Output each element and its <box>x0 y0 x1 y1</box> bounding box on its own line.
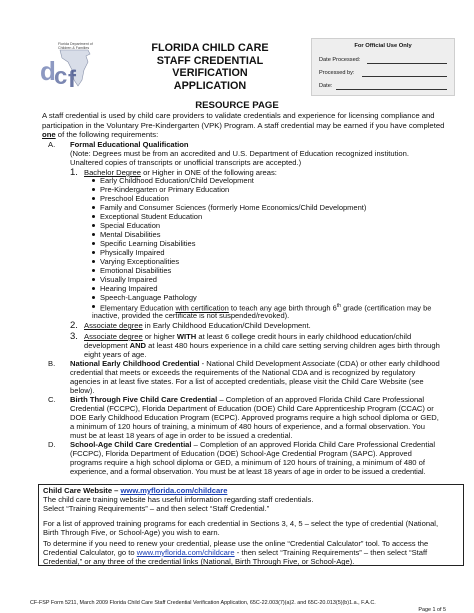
item-number: 2. <box>70 320 78 331</box>
section-c-line: DOE Early Childhood Education Program (ECPC). Approved programs require a high school diploma or GED, <box>70 413 439 422</box>
section-b-line <box>70 359 470 368</box>
official-use-heading: For Official Use Only <box>354 43 412 49</box>
svg-text:d: d <box>40 56 56 86</box>
footer-form-id: CF-FSP Form 5211, March 2009 Florida Child Care Staff Credential Verification Application, 65C-22.003(7)(a)2. and 65C-20.013(5)(b)1.a., F.A.C. <box>30 600 376 606</box>
section-d-line: experience, and a formal observation. You must be at least 18 years of age in order to be issued a credential. <box>70 467 426 476</box>
item-number: 3. <box>70 331 78 342</box>
title-line: VERIFICATION <box>172 67 248 80</box>
box-line: Select “Training Requirements” – and then select “Staff Credential.” <box>43 504 270 513</box>
associate-degree: Associate degree <box>84 332 143 341</box>
bullet-icon <box>92 233 95 236</box>
official-use-box <box>311 38 455 96</box>
with-certification: with certification <box>175 303 229 313</box>
item-3-text-c: development <box>84 341 130 350</box>
associate-degree: Associate degree <box>84 321 143 330</box>
bullet-text: to teach any age birth through 6 <box>228 303 337 313</box>
section-b-text: - National Child Development Associate (CDA) or other early childhood <box>199 359 440 368</box>
box-text: - then select “Training Requirements” – then select “Staff <box>234 548 428 557</box>
section-b-line: agencies in at least five states. For a list of accepted credentials, please visit the Child Care Website (see <box>70 377 424 386</box>
bullet-text: Exceptional Student Education <box>100 212 203 221</box>
section-d-heading: School-Age Child Care Credential <box>70 440 192 449</box>
bullet-icon <box>92 242 95 245</box>
bullet-icon <box>92 260 95 263</box>
intro-text: A staff credential is used by child care providers to validate credentials and experience for licensing compliance and participation in the Voluntary Pre-Kindergarten (VPK) Program. A staff credential may be earned if you have completed <box>42 111 445 130</box>
child-care-website-box <box>38 484 464 566</box>
intro-paragraph <box>42 111 460 140</box>
section-b-line: below). <box>70 386 95 395</box>
bullet-icon <box>92 224 95 227</box>
bullet-icon <box>92 188 95 191</box>
date-field[interactable] <box>336 88 447 90</box>
section-b-line: credential that meets or exceeds the requirements of the National CDA and is recognized by regulatory <box>70 368 416 377</box>
bullet-icon <box>92 296 95 299</box>
box-line: For a list of approved training programs for each credential in Sections 3, 4, 5 – select the type of credential (National, <box>43 519 439 528</box>
item-3-text-d: at least 480 hours experience in a child care setting serving children ages birth through <box>146 341 440 350</box>
box-line: The child care training website has useful information regarding staff credentials. <box>43 495 314 504</box>
item-2-text <box>84 321 311 330</box>
bullet-text: Early Childhood Education/Child Development <box>100 176 254 185</box>
date-processed-label: Date Processed: <box>319 57 361 63</box>
bullet-text: Preschool Education <box>100 194 169 203</box>
bullet-text: Varying Exceptionalities <box>100 257 180 266</box>
section-letter: C. <box>48 395 56 404</box>
item-2-rest: in Early Childhood Education/Child Development. <box>142 321 311 330</box>
processed-by-label: Processed by: <box>319 70 355 76</box>
bullet-text: Specific Learning Disabilities <box>100 239 196 248</box>
title-line: APPLICATION <box>173 79 247 92</box>
section-letter: D. <box>48 440 56 449</box>
intro-one: one <box>42 130 56 139</box>
bullet-text: Hearing Impaired <box>100 284 158 293</box>
bullet-text: Speech-Language Pathology <box>100 293 197 302</box>
section-c-line: Credential (FCCPC), Florida Department of Education (DOE) Child Care Apprenticeship Program (CCAC) or <box>70 404 434 413</box>
date-processed-field[interactable] <box>367 62 447 64</box>
box-heading-text: Child Care Website – <box>43 486 121 495</box>
with-emphasis: WITH <box>176 332 197 341</box>
section-a-note: Unaltered copies of transcripts or unofficial transcripts are accepted.) <box>70 158 302 167</box>
section-a-heading: Formal Educational Qualification <box>70 140 189 149</box>
bullet-text: Special Education <box>100 221 161 230</box>
bullet-text: Visually Impaired <box>100 275 157 284</box>
item-1-rest: or Higher in ONE of the following areas: <box>141 168 277 177</box>
intro-text-end: of the following requirements: <box>55 130 159 139</box>
bullet-text: Pre-Kindergarten or Primary Education <box>100 185 230 194</box>
title-line: STAFF CREDENTIAL <box>156 54 264 67</box>
bullet-icon <box>92 197 95 200</box>
bullet-text: Emotional Disabilities <box>100 266 172 275</box>
item-3-line3: eight years of age. <box>84 350 147 359</box>
section-c-line: must be at least 18 years of age in order to be issued a credential. <box>70 431 293 440</box>
box-text: Credential Calculator, go to <box>43 548 137 557</box>
bullet-icon <box>92 278 95 281</box>
bullet-icon <box>92 179 95 182</box>
child-care-link[interactable]: www.myflorida.com/childcare <box>136 548 235 557</box>
elementary-education-cont: inactive, provided the certificate is not suspended/revoked). <box>92 311 290 320</box>
box-line: Credential,” or any three of the credential links (National, Birth Through Five, or School-Age). <box>43 557 355 566</box>
form-title <box>110 42 310 92</box>
bullet-text: Physically Impaired <box>100 248 165 257</box>
bullet-icon <box>92 251 95 254</box>
section-b-heading: National Early Childhood Credential <box>70 359 200 368</box>
svg-text:f: f <box>68 66 76 90</box>
section-d-line <box>70 440 470 449</box>
bullet-text: Elementary Education <box>100 303 176 313</box>
bullet-icon <box>92 269 95 272</box>
box-line: Birth Through Five, or School-Age) you wish to earn. <box>43 528 220 537</box>
item-number: 1. <box>70 167 78 178</box>
resource-page-heading: RESOURCE PAGE <box>195 100 279 111</box>
child-care-link[interactable]: www.myflorida.com/childcare <box>120 486 228 495</box>
box-line: To determine if you need to renew your credential, please use the online “Credential Calculator” tool. To access the <box>43 539 429 548</box>
section-c-line: a minimum of 120 hours of training, a minimum of 480 hours of experience, and a formal observation. You <box>70 422 425 431</box>
bullet-icon <box>92 305 95 308</box>
superscript: th <box>336 303 341 309</box>
processed-by-field[interactable] <box>362 75 447 77</box>
bullet-icon <box>92 287 95 290</box>
section-letter: A. <box>48 140 56 149</box>
item-3-text-a: or higher <box>142 332 177 341</box>
section-a-note: (Note: Degrees must be from an accredited and U.S. Department of Education recognized institution. <box>70 149 409 158</box>
logo-caption: Florida Department of Children & Families <box>58 42 93 50</box>
bullet-text: Family and Consumer Sciences (formerly Home Economics/Child Development) <box>100 203 367 212</box>
section-d-text: – Completion of an approved Florida Child Care Professional Credential <box>191 440 436 449</box>
item-3-text-b: at least 6 college credit hours in early childhood education/child <box>196 332 412 341</box>
and-emphasis: AND <box>129 341 147 350</box>
footer <box>30 600 446 613</box>
section-c-line <box>70 395 470 404</box>
bachelor-degree: Bachelor Degree <box>84 168 141 177</box>
bullet-icon <box>92 215 95 218</box>
section-letter: B. <box>48 359 56 368</box>
section-c-heading: Birth Through Five Child Care Credential <box>70 395 218 404</box>
bullet-text: grade (certification may be <box>341 303 432 313</box>
section-d-line: (FCCPC), Florida Department of Education (DOE) School-Age Credential Program (SAPC). Approved <box>70 449 412 458</box>
item-3-text <box>84 332 464 341</box>
item-3-line2 <box>84 341 464 350</box>
svg-text:c: c <box>54 63 68 90</box>
section-c-text: – Completion of an approved Florida Child Care Professional <box>217 395 425 404</box>
bullet-icon <box>92 206 95 209</box>
title-line: FLORIDA CHILD CARE <box>151 42 269 54</box>
section-d-line: programs require a high school diploma or GED, a minimum of 120 hours of training, a minimum of 480 of <box>70 458 425 467</box>
bullet-text: Mental Disabilities <box>100 230 161 239</box>
page-number: Page 1 of 5 <box>418 606 446 613</box>
date-label: Date: <box>319 83 333 89</box>
